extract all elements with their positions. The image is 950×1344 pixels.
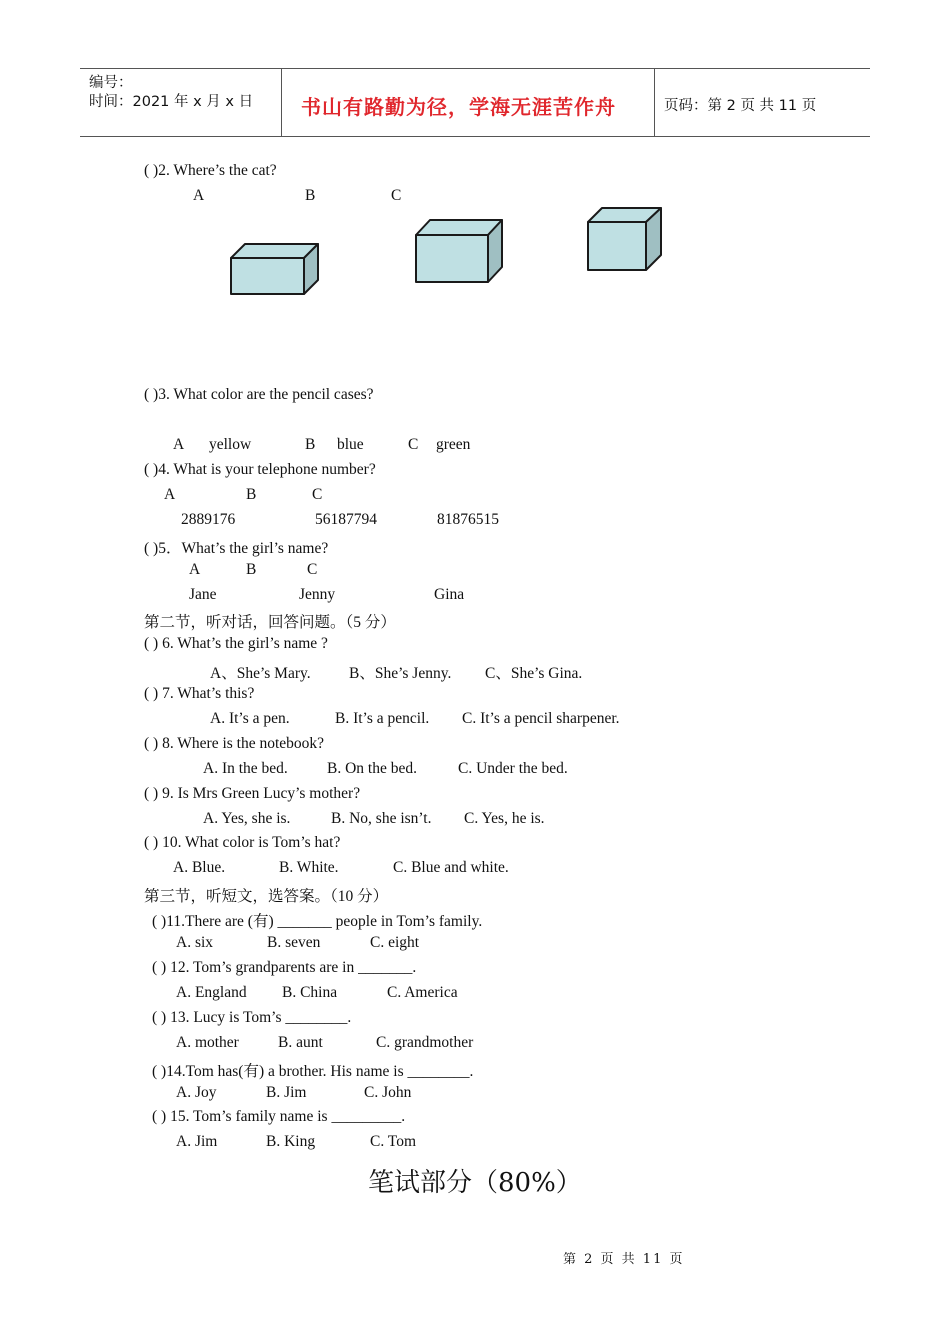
question-10-option-b: B. White.	[279, 859, 339, 876]
question-3-value-a: yellow	[209, 436, 252, 453]
question-3-stem: ( )3. What color are the pencil cases?	[144, 386, 374, 403]
question-12-option-a: A. England	[176, 984, 247, 1001]
question-13-option-b: B. aunt	[278, 1034, 323, 1051]
question-3-letter-c: C	[408, 436, 419, 453]
question-10-stem: ( ) 10. What color is Tom’s hat?	[144, 834, 341, 851]
question-4-value-c: 81876515	[437, 511, 499, 528]
motto: 书山有路勤为径，学海无涯苦作舟	[301, 95, 616, 119]
question-4-letter-c: C	[312, 486, 323, 503]
question-11-option-c: C. eight	[370, 934, 420, 951]
question-7-option-c: C. It’s a pencil sharpener.	[462, 710, 620, 727]
question-8-option-c: C. Under the bed.	[458, 760, 568, 777]
question-5-stem: ( )5．What’s the girl’s name?	[144, 540, 329, 557]
question-4-value-a: 2889176	[181, 511, 236, 528]
question-9-option-a: A. Yes, she is.	[203, 810, 291, 827]
question-2-option-b: B	[305, 187, 316, 204]
question-13-option-a: A. mother	[176, 1034, 239, 1051]
question-12-option-c: C. America	[387, 984, 458, 1001]
question-7-option-b: B. It’s a pencil.	[335, 710, 430, 727]
written-part-title: 笔试部分（80%）	[368, 1168, 582, 1198]
question-12-option-b: B. China	[282, 984, 338, 1001]
question-14-option-b: B. Jim	[266, 1084, 307, 1101]
question-2-option-c: C	[391, 187, 402, 204]
question-8-option-a: A. In the bed.	[203, 760, 288, 777]
question-11-stem: ( )11.There are (有) _______ people in Tom’s family.	[152, 913, 483, 930]
section-3-title: 第三节，听短文，选答案。（10 分）	[144, 888, 389, 905]
question-4-value-b: 56187794	[315, 511, 377, 528]
question-2-stem: ( )2. Where’s the cat?	[144, 162, 277, 179]
question-3-value-b: blue	[337, 436, 364, 453]
question-15-option-a: A. Jim	[176, 1133, 218, 1150]
question-9-option-b: B. No, she isn’t.	[331, 810, 432, 827]
question-5-letter-b: B	[246, 561, 257, 578]
box-picture-c	[588, 208, 661, 270]
question-11-option-a: A. six	[176, 934, 214, 951]
question-4-stem: ( )4. What is your telephone number?	[144, 461, 376, 478]
question-9-option-c: C. Yes, he is.	[464, 810, 545, 827]
question-14-option-a: A. Joy	[176, 1084, 217, 1101]
time-label: 时间：2021 年 x 月 x 日	[89, 94, 254, 110]
footer-page-number: 第 2 页 共 11 页	[563, 1252, 685, 1267]
question-3-letter-b: B	[305, 436, 316, 453]
question-5-letter-a: A	[189, 561, 201, 578]
question-8-option-b: B. On the bed.	[327, 760, 417, 777]
question-15-option-b: B. King	[266, 1133, 316, 1150]
question-6-option-b: B、She’s Jenny.	[349, 665, 452, 682]
question-7-stem: ( ) 7. What’s this?	[144, 685, 255, 702]
question-13-stem: ( ) 13. Lucy is Tom’s ________.	[152, 1009, 352, 1026]
question-8-stem: ( ) 8. Where is the notebook?	[144, 735, 325, 752]
question-12-stem: ( ) 12. Tom’s grandparents are in _______.	[152, 959, 417, 976]
question-5-value-b: Jenny	[299, 586, 336, 603]
header-page-label: 页码：第 2 页 共 11 页	[664, 98, 817, 114]
question-14-option-c: C. John	[364, 1084, 412, 1101]
question-7-option-a: A. It’s a pen.	[210, 710, 290, 727]
question-6-option-a: A、She’s Mary.	[210, 665, 311, 682]
section-2-title: 第二节，听对话，回答问题。（5 分）	[144, 614, 396, 631]
question-2-option-a: A	[193, 187, 205, 204]
question-4-letter-a: A	[164, 486, 176, 503]
question-10-option-c: C. Blue and white.	[393, 859, 509, 876]
serial-label: 编号：	[89, 75, 133, 91]
question-5-letter-c: C	[307, 561, 318, 578]
question-15-stem: ( ) 15. Tom’s family name is _________.	[152, 1108, 406, 1125]
question-10-option-a: A. Blue.	[173, 859, 226, 876]
question-15-option-c: C. Tom	[370, 1133, 417, 1150]
question-4-letter-b: B	[246, 486, 257, 503]
box-picture-a	[231, 244, 318, 294]
question-14-stem: ( )14.Tom has(有) a brother. His name is ________.	[152, 1063, 474, 1080]
question-9-stem: ( ) 9. Is Mrs Green Lucy’s mother?	[144, 785, 361, 802]
question-13-option-c: C. grandmother	[376, 1034, 474, 1051]
question-5-value-a: Jane	[189, 586, 217, 603]
question-6-option-c: C、She’s Gina.	[485, 665, 583, 682]
question-3-value-c: green	[436, 436, 471, 453]
box-pictures	[0, 0, 950, 320]
question-6-stem: ( ) 6. What’s the girl’s name ?	[144, 635, 328, 652]
question-3-letter-a: A	[173, 436, 185, 453]
box-picture-b	[416, 220, 502, 282]
question-11-option-b: B. seven	[267, 934, 321, 951]
question-5-value-c: Gina	[434, 586, 465, 603]
